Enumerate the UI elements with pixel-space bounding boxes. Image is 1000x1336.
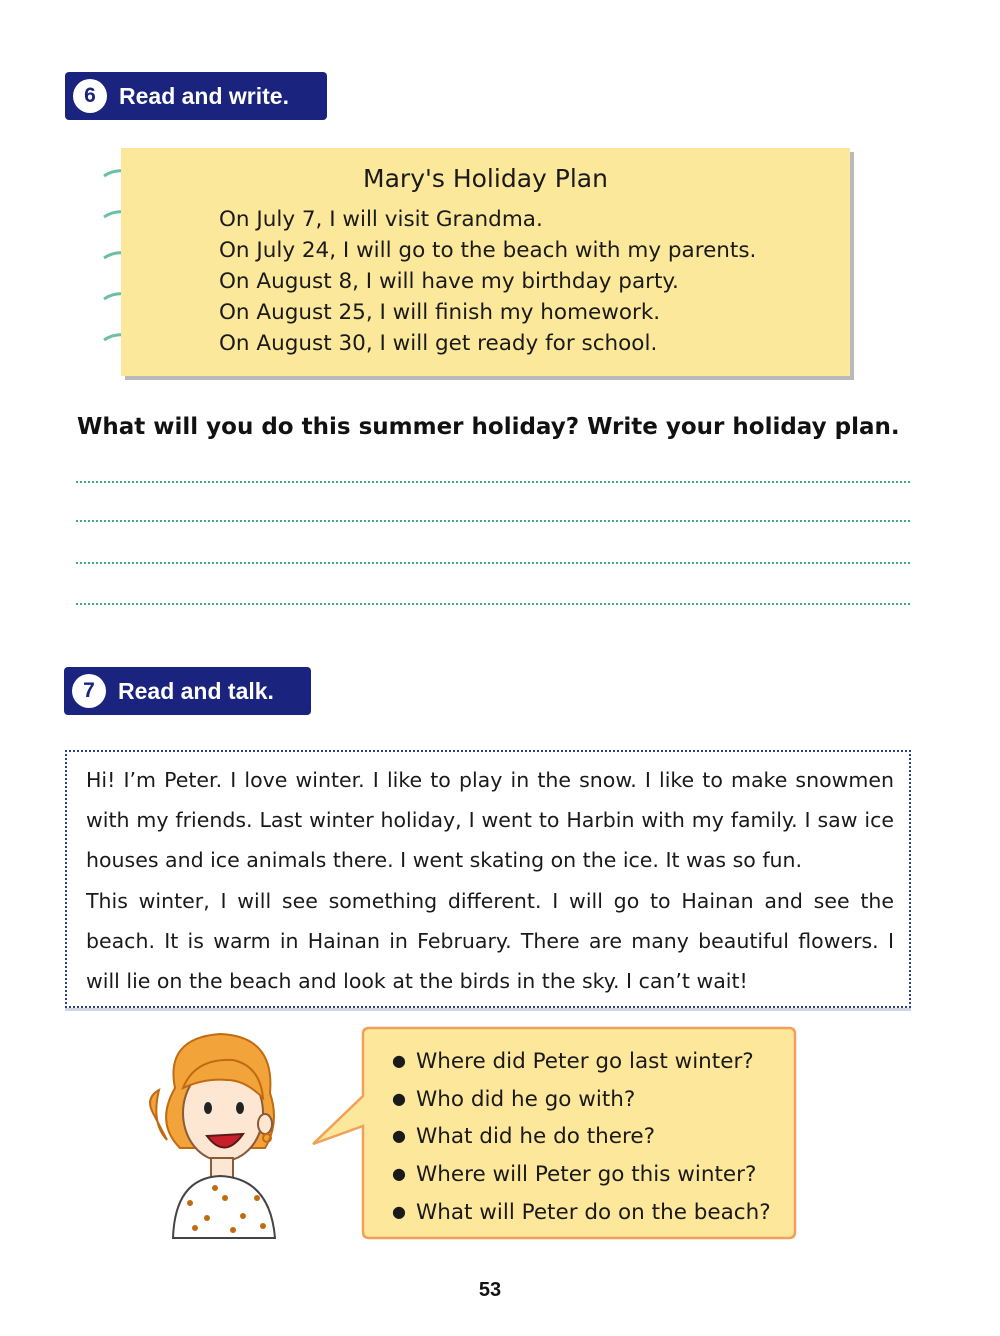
plan-line: On August 25, I will finish my homework. bbox=[219, 300, 661, 325]
question-item: ● Who did he go with? bbox=[392, 1082, 771, 1120]
writing-prompt: What will you do this summer holiday? Write your holiday plan. bbox=[77, 414, 900, 440]
plan-line: On August 30, I will get ready for school. bbox=[219, 331, 658, 356]
writing-line[interactable] bbox=[76, 562, 910, 564]
story-paragraph: Hi! I’m Peter. I love winter. I like to play in the snow. I like to make snowmen with my friends. Last winter holiday, I went to Harbin with my family. I saw ice houses and ice animals there. I went skating on the ice. It was so fun. bbox=[86, 768, 894, 873]
story-text bbox=[86, 760, 894, 1001]
section-6-title: Read and write. bbox=[119, 82, 289, 109]
section-6-number: 6 bbox=[73, 79, 107, 113]
section-6-header bbox=[65, 72, 327, 120]
plan-title: Mary's Holiday Plan bbox=[363, 164, 608, 193]
question-item: ● Where will Peter go this winter? bbox=[392, 1157, 771, 1195]
plan-line: On July 24, I will go to the beach with my parents. bbox=[219, 238, 757, 263]
girl-illustration bbox=[145, 1028, 290, 1243]
story-paragraph: This winter, I will see something different. I will go to Hainan and see the beach. It is warm in Hainan in February. There are many beautiful flowers. I will lie on the beach and look at the birds in the sky. I can’t wait! bbox=[86, 888, 894, 994]
page-number: 53 bbox=[478, 1279, 502, 1301]
section-7-title: Read and talk. bbox=[118, 677, 274, 704]
holiday-plan-note bbox=[121, 148, 850, 376]
section-7-header bbox=[64, 667, 311, 715]
story-box bbox=[65, 750, 911, 1008]
section-7-number: 7 bbox=[72, 674, 106, 708]
question-item: ● Where did Peter go last winter? bbox=[392, 1044, 771, 1082]
plan-line: On August 8, I will have my birthday party. bbox=[219, 269, 679, 294]
writing-line[interactable] bbox=[76, 603, 910, 605]
writing-line[interactable] bbox=[76, 520, 910, 522]
question-list bbox=[392, 1044, 771, 1233]
question-item: ● What did he do there? bbox=[392, 1119, 771, 1157]
plan-list bbox=[219, 204, 756, 359]
writing-line[interactable] bbox=[76, 481, 910, 483]
plan-line: On July 7, I will visit Grandma. bbox=[219, 207, 543, 232]
question-item: ● What will Peter do on the beach? bbox=[392, 1195, 771, 1233]
